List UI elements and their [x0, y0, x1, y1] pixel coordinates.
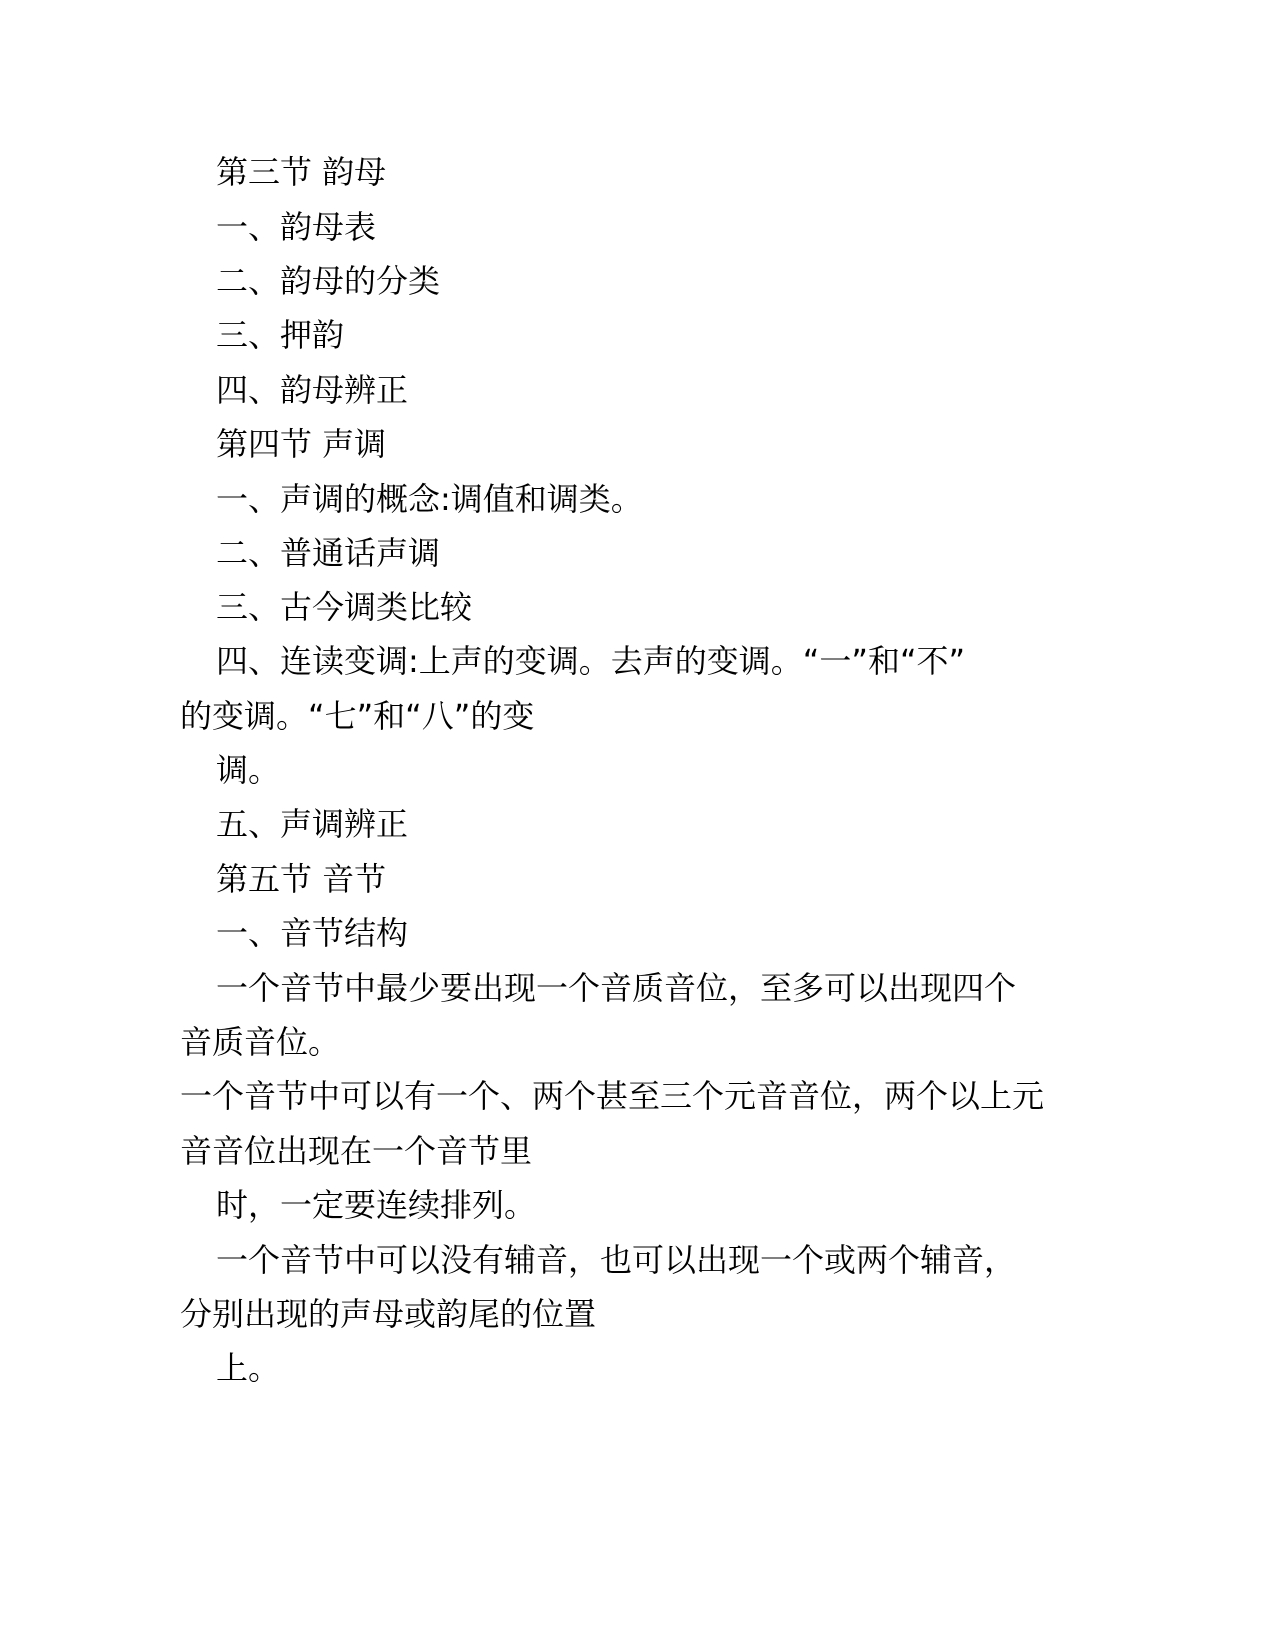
text-line: 的变调。“七”和“八”的变 [180, 697, 535, 735]
list-item: 二、韵母的分类 [216, 262, 441, 300]
list-item: 一、韵母表 [216, 208, 377, 246]
section-heading-3: 第三节 韵母 [216, 153, 387, 191]
paragraph-line: 音音位出现在一个音节里 [180, 1132, 533, 1170]
paragraph-line: 时，一定要连续排列。 [216, 1186, 537, 1224]
list-item: 三、古今调类比较 [216, 588, 473, 626]
list-item: 五、声调辨正 [216, 805, 409, 843]
section-heading-5: 第五节 音节 [216, 860, 387, 898]
paragraph-line: 音质音位。 [180, 1023, 341, 1061]
paragraph-line: 上。 [216, 1349, 281, 1387]
paragraph-line: 一个音节中最少要出现一个音质音位，至多可以出现四个 [216, 969, 1017, 1007]
paragraph-line: 一个音节中可以有一个、两个甚至三个元音音位，两个以上元 [180, 1077, 1045, 1115]
list-item: 一、音节结构 [216, 914, 409, 952]
list-item: 四、连读变调:上声的变调。去声的变调。“一”和“不” [216, 642, 966, 680]
list-item: 四、韵母辨正 [216, 371, 409, 409]
paragraph-line: 分别出现的声母或韵尾的位置 [180, 1295, 597, 1333]
text-line: 调。 [216, 751, 281, 789]
section-heading-4: 第四节 声调 [216, 425, 387, 463]
list-item: 三、押韵 [216, 316, 345, 354]
list-item: 二、普通话声调 [216, 534, 441, 572]
paragraph-line: 一个音节中可以没有辅音，也可以出现一个或两个辅音， [216, 1241, 1017, 1279]
list-item: 一、声调的概念:调值和调类。 [216, 480, 643, 518]
